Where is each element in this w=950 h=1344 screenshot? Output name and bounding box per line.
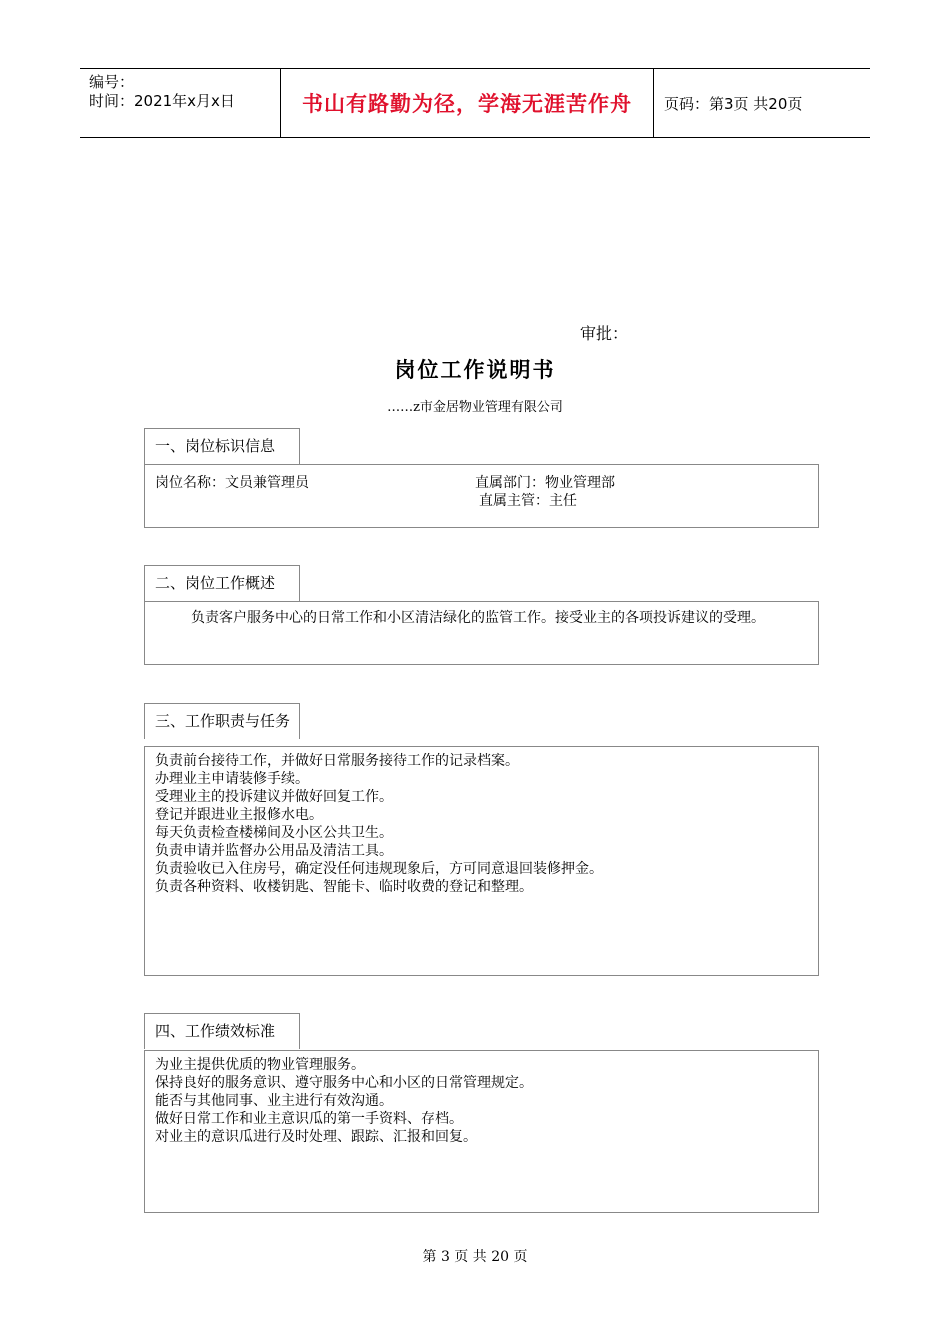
standard-item: 能否与其他同事、业主进行有效沟通。 xyxy=(155,1093,393,1109)
section-1-heading: 一、岗位标识信息 xyxy=(144,428,300,464)
section-4-box xyxy=(144,1050,819,1213)
page-header xyxy=(80,68,870,138)
header-meta xyxy=(80,69,281,137)
number-label: 编号： xyxy=(89,73,135,91)
post-department: 直属部门：物业管理部 xyxy=(475,475,615,491)
overview-text: 负责客户服务中心的日常工作和小区清洁绿化的监管工作。接受业主的各项投诉建议的受理。 xyxy=(191,610,765,626)
duty-item: 负责前台接待工作，并做好日常服务接待工作的记录档案。 xyxy=(155,753,519,769)
section-3-box xyxy=(144,746,819,976)
section-1-box xyxy=(144,464,819,528)
duty-item: 登记并跟进业主报修水电。 xyxy=(155,807,323,823)
header-motto: 书山有路勤为径，学海无涯苦作舟 xyxy=(281,69,654,137)
duty-item: 办理业主申请装修手续。 xyxy=(155,771,309,787)
company-name: ……z市金居物业管理有限公司 xyxy=(387,400,563,415)
post-supervisor: 直属主管：主任 xyxy=(479,493,577,509)
approval-label: 审批： xyxy=(580,324,629,343)
duty-item: 负责验收已入住房号，确定没任何违规现象后，方可同意退回装修押金。 xyxy=(155,861,603,877)
standard-item: 对业主的意识瓜进行及时处理、跟踪、汇报和回复。 xyxy=(155,1129,477,1145)
section-3-heading: 三、工作职责与任务 xyxy=(144,703,300,739)
document-title: 岗位工作说明书 xyxy=(394,357,556,382)
page-footer: 第 3 页 共 20 页 xyxy=(422,1249,528,1265)
standard-item: 为业主提供优质的物业管理服务。 xyxy=(155,1057,365,1073)
post-name: 岗位名称：文员兼管理员 xyxy=(155,475,309,491)
standard-item: 做好日常工作和业主意识瓜的第一手资料、存档。 xyxy=(155,1111,463,1127)
duty-item: 负责申请并监督办公用品及清洁工具。 xyxy=(155,843,393,859)
duty-item: 每天负责检查楼梯间及小区公共卫生。 xyxy=(155,825,393,841)
duty-item: 负责各种资料、收楼钥匙、智能卡、临时收费的登记和整理。 xyxy=(155,879,533,895)
section-2-box xyxy=(144,601,819,665)
section-4-heading: 四、工作绩效标准 xyxy=(144,1013,300,1049)
header-page-info: 页码：第3页 共20页 xyxy=(664,94,803,113)
standard-item: 保持良好的服务意识、遵守服务中心和小区的日常管理规定。 xyxy=(155,1075,533,1091)
section-2-heading: 二、岗位工作概述 xyxy=(144,565,300,601)
time-label: 时间：2021年x月x日 xyxy=(89,92,235,110)
duty-item: 受理业主的投诉建议并做好回复工作。 xyxy=(155,789,393,805)
